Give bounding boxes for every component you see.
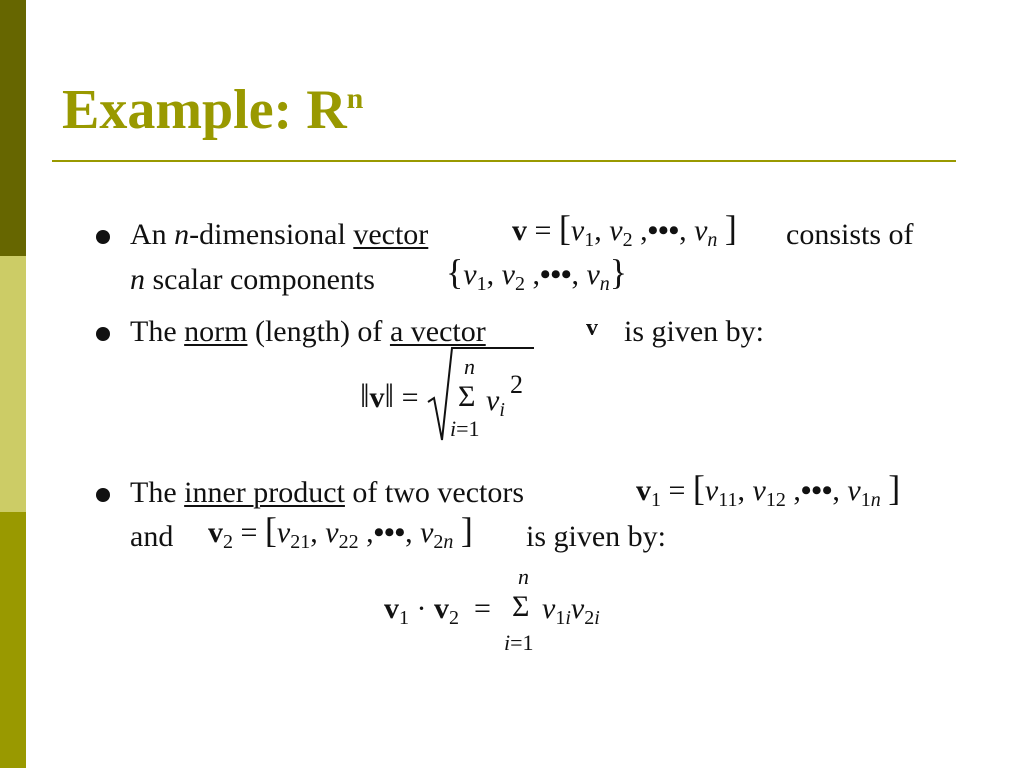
sidebar-decoration bbox=[0, 0, 26, 768]
text: An bbox=[130, 218, 175, 251]
sidebar-segment-middle bbox=[0, 256, 26, 512]
title-text: Example: R bbox=[62, 79, 347, 141]
formula-v1-definition: $v_1 = [v_{11}$, $v_{12}$ ,•••, $v_{1n}$ ] bbox=[636, 468, 901, 511]
term-norm: norm bbox=[184, 315, 248, 348]
slide-title bbox=[62, 79, 364, 141]
title-divider bbox=[52, 160, 956, 162]
text: n bbox=[130, 263, 145, 296]
bullet-3-line-2-end: is given by: bbox=[526, 520, 666, 553]
bullet-2-line-1-end: is given by: bbox=[624, 315, 764, 348]
bullet-dot bbox=[96, 488, 110, 502]
formula-v-definition: $v = [v_1$, $v_2$ ,•••, $v_n$ ] bbox=[512, 208, 737, 251]
bullet-dot bbox=[96, 327, 110, 341]
bullet-1-line-1 bbox=[130, 220, 428, 250]
text: of two vectors bbox=[344, 476, 525, 509]
title-superscript: n bbox=[346, 82, 364, 115]
text: The bbox=[130, 315, 185, 348]
bullet-2-line-1 bbox=[130, 317, 486, 347]
formula-v2-definition: $v_2 = [v_{21}$, $v_{22}$ ,•••, $v_{2n}$ ] bbox=[208, 510, 473, 553]
text: scalar components bbox=[145, 263, 375, 296]
term-vector: vector bbox=[353, 218, 429, 251]
text: n bbox=[174, 218, 190, 251]
text: -dimensional bbox=[189, 218, 354, 251]
bullet-3-line-2-start: and bbox=[130, 520, 174, 553]
sidebar-segment-top bbox=[0, 0, 26, 256]
sidebar-segment-bottom bbox=[0, 512, 26, 768]
formula-v-symbol: v bbox=[586, 315, 598, 341]
text: (length) of bbox=[247, 315, 390, 348]
formula-components: {$v_1$, $v_2$ ,•••, $v_n$} bbox=[446, 252, 628, 295]
bullet-dot bbox=[96, 230, 110, 244]
term-inner-product: inner product bbox=[184, 476, 345, 509]
text: The bbox=[130, 476, 185, 509]
bullet-3-line-1 bbox=[130, 478, 524, 508]
bullet-1-line-2 bbox=[130, 265, 375, 295]
bullet-1-line-1-end: consists of bbox=[786, 218, 914, 251]
term-a-vector: a vector bbox=[389, 315, 486, 348]
